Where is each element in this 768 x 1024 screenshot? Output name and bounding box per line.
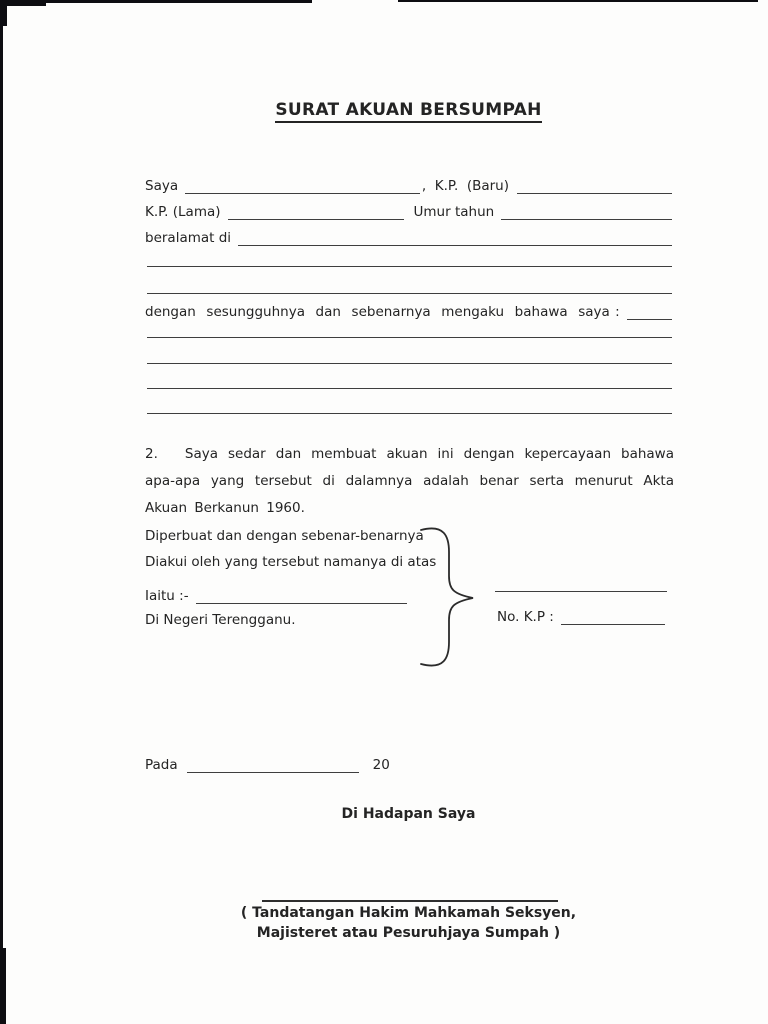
no-kp-label: No. K.P : bbox=[497, 609, 554, 625]
clause-2-text: Saya sedar dan membuat akuan ini dengan kepercayaan bahawa apa-apa yang tersebut di dalamnya adalah benar serta menurut Akta Akuan Berkanun 1960. bbox=[145, 446, 674, 516]
signature-caption-line-2: Majisteret atau Pesuruhjaya Sumpah ) bbox=[256, 925, 561, 941]
iaitu-label: Iaitu :- bbox=[145, 588, 189, 604]
scan-edge-top-blob bbox=[0, 0, 46, 6]
alamat-blank-line-3 bbox=[147, 280, 672, 294]
row-alamat bbox=[145, 228, 672, 246]
commissioner-signature-line bbox=[262, 886, 558, 902]
curly-brace bbox=[416, 521, 482, 673]
umur-label: Umur tahun bbox=[413, 204, 495, 220]
attestation-line-2: Diakui oleh yang tersebut namanya di atas bbox=[145, 554, 437, 570]
oath-lead-text: dengan sesungguhnya dan sebenarnya mengaku bahawa saya : bbox=[145, 304, 620, 320]
clause-2-number: 2. bbox=[145, 446, 158, 462]
year-prefix: 20 bbox=[372, 757, 390, 773]
negeri-line: Di Negeri Terengganu. bbox=[145, 612, 296, 628]
alamat-blank-line bbox=[238, 232, 672, 246]
name-blank-line bbox=[185, 180, 420, 194]
row-name-kpbaru bbox=[145, 176, 672, 194]
scan-edge-left bbox=[0, 0, 3, 1024]
row-date bbox=[145, 755, 672, 773]
pada-label: Pada bbox=[145, 757, 178, 773]
clause-2-paragraph bbox=[145, 441, 674, 522]
scan-edge-left-bottom bbox=[0, 948, 6, 1024]
iaitu-blank-line bbox=[196, 590, 407, 604]
umur-blank-line bbox=[501, 206, 672, 220]
statement-blank-line-2 bbox=[147, 350, 672, 364]
page-title: SURAT AKUAN BERSUMPAH bbox=[275, 100, 541, 123]
scan-edge-top-left bbox=[0, 0, 312, 3]
attestation-block bbox=[145, 528, 437, 628]
title-block bbox=[145, 100, 672, 123]
scan-edge-top-right bbox=[398, 0, 758, 2]
kp-baru-label: , K.P. (Baru) bbox=[421, 178, 509, 194]
no-kp-blank-line bbox=[561, 611, 665, 625]
deponent-signature-line bbox=[495, 578, 667, 592]
statement-blank-line-3 bbox=[147, 375, 672, 389]
kp-lama-label: K.P. (Lama) bbox=[145, 204, 221, 220]
signature-caption-line-1: ( Tandatangan Hakim Mahkamah Seksyen, bbox=[240, 905, 577, 921]
alamat-blank-line-2 bbox=[147, 253, 672, 267]
statement-blank-line-4 bbox=[147, 400, 672, 414]
row-oath-lead bbox=[145, 302, 672, 320]
attestation-iaitu-row bbox=[145, 580, 407, 604]
kp-baru-blank-line bbox=[517, 180, 672, 194]
witness-heading: Di Hadapan Saya bbox=[341, 806, 476, 822]
kp-lama-blank-line bbox=[228, 206, 404, 220]
alamat-label: beralamat di bbox=[145, 230, 232, 246]
saya-label: Saya bbox=[145, 178, 179, 194]
row-no-kp bbox=[497, 607, 665, 625]
statement-blank-line-1 bbox=[147, 324, 672, 338]
row-kplama-umur bbox=[145, 202, 672, 220]
date-blank-line bbox=[187, 759, 359, 773]
attestation-line-1: Diperbuat dan dengan sebenar-benarnya bbox=[145, 528, 424, 544]
oath-blank-line bbox=[627, 306, 672, 320]
